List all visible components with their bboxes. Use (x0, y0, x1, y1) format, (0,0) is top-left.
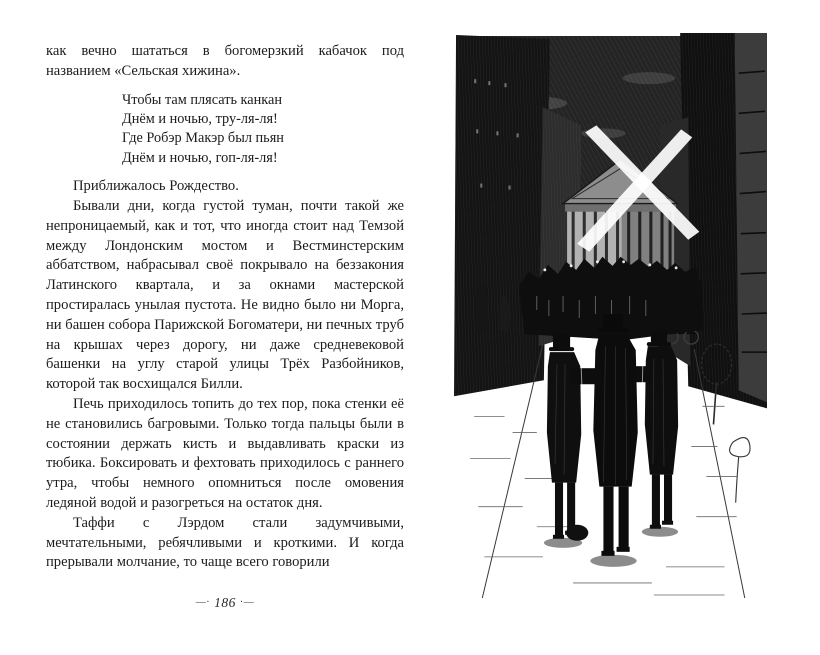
folio-ornament-right: ·— (239, 597, 255, 608)
folio-ornament-left: —· (195, 597, 211, 608)
folio-number: 186 (214, 595, 236, 610)
poem-line: Днём и ночью, гоп-ля-ля! (122, 149, 278, 166)
body-paragraph: Бывали дни, когда густой туман, почти такой же непроницаемый, как и тот, что иногда стоит над Темзой между Лондонским мостом и Вестминстерским аббатством, набрасывал своё покрывало на беззакония Латинского квартала, и за окнами мастерской простиралась унылая пустота. Не видно было ни Морга, ни башен собора Парижской Богоматери, ни печных труб на крышах через дорогу, ни даже средневековой башенки на углу старой улицы Трёх Разбойников, которой так восхищался Билли. (46, 198, 404, 393)
poem-line: Днём и ночью, тру-ля-ля! (122, 111, 278, 127)
body-paragraph: Печь приходилось топить до тех пор, пока стенки её не становились багровыми. Только тогда пальцы были в состоянии держать кисть и выдавливать краски из тюбика. Боксировать и фехтовать приходилось с раннего утра, чтобы немного опомниться после омовения ледяной водой и разогреться на остаток дня. (46, 395, 404, 511)
left-page-text (46, 42, 404, 573)
street-scene-illustration (452, 33, 770, 598)
page-number (46, 595, 404, 611)
body-paragraph: Приближалось Рождество. (73, 178, 239, 195)
body-paragraph: как вечно шататься в богомерзкий кабачок под названием «Сельская хижина». (46, 43, 404, 79)
poem-block (122, 91, 404, 169)
body-paragraph: Таффи с Лэрдом стали задумчивыми, мечтательными, ребячливыми и кроткими. И когда прерывали молчание, то чаще всего говорили (46, 514, 404, 571)
poem-line: Чтобы там плясать канкан (122, 91, 282, 108)
poem-line: Где Робэр Макэр был пьян (122, 130, 284, 147)
